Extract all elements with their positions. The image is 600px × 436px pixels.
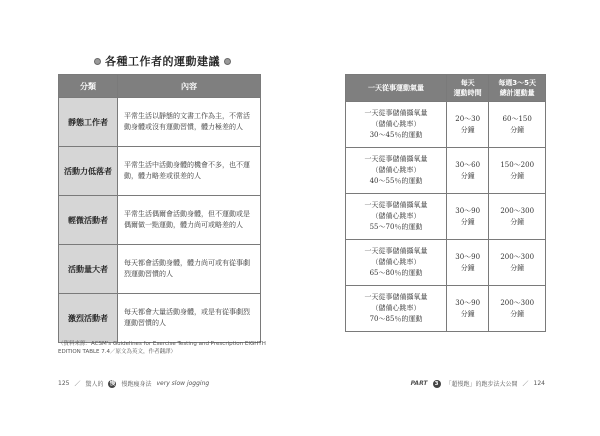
part-number-badge-icon: 3: [433, 380, 441, 388]
right-page: [300, 0, 600, 436]
page-number: 125: [58, 380, 70, 387]
row-intensity: 一天從事儲備攝氧量 （儲備心跳率） 65～80％的運動: [346, 240, 447, 286]
table-row: [346, 148, 546, 194]
table-row: [346, 240, 546, 286]
book-title-prefix: 驚人的: [85, 381, 104, 388]
row-intensity: 一天從事儲備攝氧量 （儲備心跳率） 40～55％的運動: [346, 148, 447, 194]
table-row: [59, 196, 261, 245]
row-intensity: 一天從事儲備攝氧量 （儲備心跳率） 70～85％的運動: [346, 286, 447, 332]
page-number: 124: [533, 380, 545, 387]
book-badge-icon: 慢: [109, 380, 116, 387]
row-intensity: 一天從事儲備攝氧量 （儲備心跳率） 55～70％的運動: [346, 194, 447, 240]
row-content: 平常生活偶爾會活動身體，但不運動或是偶爾做一點運動，體力尚可或略差的人: [118, 196, 261, 245]
row-category: 激烈活動者: [59, 294, 118, 343]
folio-slash: ／: [74, 381, 81, 388]
row-weekly: 150～200 分鐘: [489, 148, 546, 194]
row-weekly: 200～300 分鐘: [489, 194, 546, 240]
table-row: [346, 102, 546, 148]
row-weekly: 60～150 分鐘: [489, 102, 546, 148]
folio-left: [58, 379, 209, 388]
row-category: 活動量大者: [59, 245, 118, 294]
row-daily: 30～90 分鐘: [447, 286, 489, 332]
exercise-volume-table: [345, 74, 546, 332]
header-content: 內容: [118, 75, 261, 98]
table-row: [346, 286, 546, 332]
book-title-main: 慢跑瘦身法: [121, 381, 152, 388]
header-category: 分類: [59, 75, 118, 98]
folio-slash: ／: [522, 381, 529, 388]
folio-right: [411, 379, 545, 388]
header-daily-time: 每天 運動時間: [447, 75, 489, 102]
table-row: [59, 147, 261, 196]
bullet-dot-icon: [94, 58, 101, 65]
row-content: 平常生活以靜態的文書工作為主，不常活動身體或沒有運動習慣，體力極差的人: [118, 98, 261, 147]
row-intensity: 一天從事儲備攝氧量 （儲備心跳率） 30～45％的運動: [346, 102, 447, 148]
header-intensity: 一天從事運動氣量: [346, 75, 447, 102]
row-category: 活動力低落者: [59, 147, 118, 196]
table-row: [59, 98, 261, 147]
table-row: [59, 294, 261, 343]
worker-exercise-table: [58, 74, 261, 343]
row-daily: 30～90 分鐘: [447, 240, 489, 286]
part-label: PART: [410, 380, 428, 387]
source-note: （資料來源：ACSM's Guidelines for Exercise Testing and Prescription EIGHTH EDITION TABLE 7.4／原文為英文，作者翻譯）: [58, 341, 266, 355]
book-title-english: very slow jogging: [156, 380, 210, 387]
row-daily: 30～90 分鐘: [447, 194, 489, 240]
chapter-title: 「超慢跑」的跑步法大公開: [445, 381, 518, 388]
row-weekly: 200～300 分鐘: [489, 240, 546, 286]
section-title-text: 各種工作者的運動建議: [105, 55, 220, 68]
row-content: 每天都會活動身體，體力尚可或有從事劇烈運動習慣的人: [118, 245, 261, 294]
row-content: 每天都會大量活動身體，或是有從事劇烈運動習慣的人: [118, 294, 261, 343]
section-title: [94, 53, 231, 69]
table-row: [59, 245, 261, 294]
header-weekly-total: 每週3～5天 總計運動量: [489, 75, 546, 102]
row-category: 靜態工作者: [59, 98, 118, 147]
table-row: [346, 194, 546, 240]
bullet-dot-icon: [224, 58, 231, 65]
row-daily: 20～30 分鐘: [447, 102, 489, 148]
row-weekly: 200～300 分鐘: [489, 286, 546, 332]
row-category: 輕微活動者: [59, 196, 118, 245]
row-daily: 30～60 分鐘: [447, 148, 489, 194]
row-content: 平常生活中活動身體的機會不多，也不運動，體力略差或很差的人: [118, 147, 261, 196]
